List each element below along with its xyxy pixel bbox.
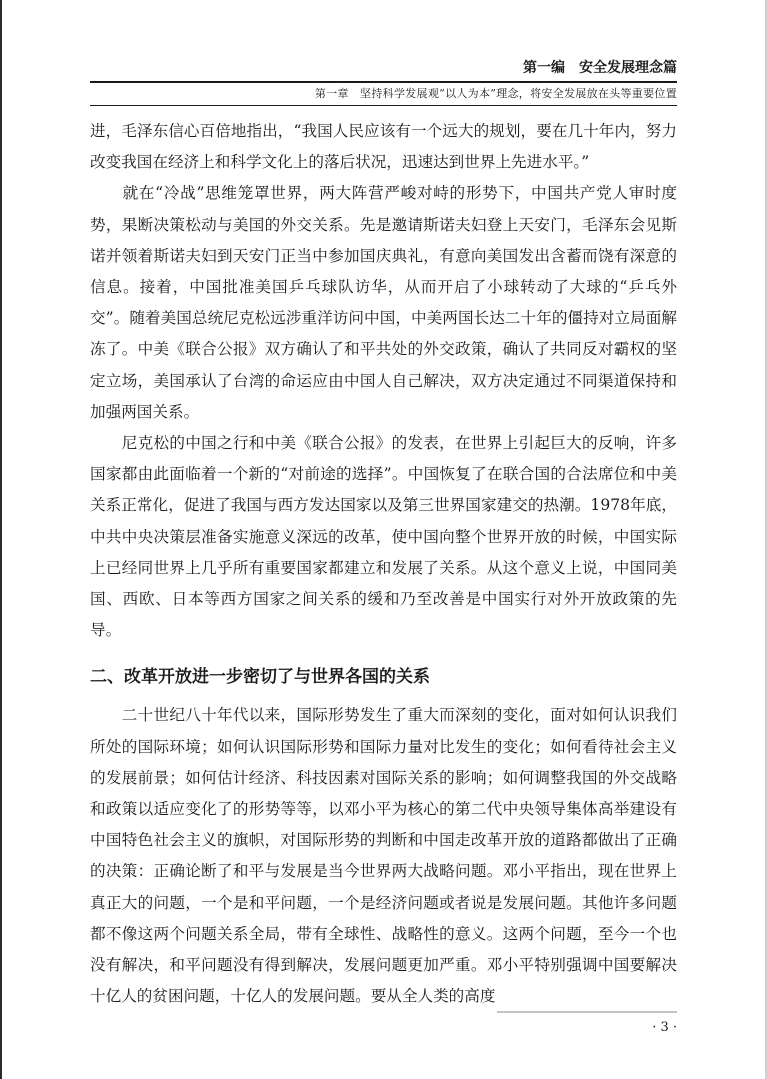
footer-rule bbox=[497, 1011, 677, 1013]
page-number: · 3 · bbox=[652, 1020, 677, 1035]
paragraph-3: 尼克松的中国之行和中美《联合公报》的发表，在世界上引起巨大的反响，许多国家都由此面临着一个新的“对前途的选择”。中国恢复了在联合国的合法席位和中美关系正常化，促进了我国与西方发达国家以及第三世界国家建交的热潮。1978年底，中共中央决策层准备实施意义深远的改革，使中国向整个世界开放的时候，中国实际上已经同世界上几乎所有重要国家都建立和发展了关系。从这个意义上说，中国同美国、西欧、日本等西方国家之间关系的缓和乃至改善是中国实行对外开放政策的先导。 bbox=[90, 434, 677, 640]
part-title: 第一编 安全发展理念篇 bbox=[523, 60, 677, 76]
page-body bbox=[90, 116, 677, 1012]
paragraph-2: 就在“冷战”思维笼罩世界，两大阵营严峻对峙的形势下，中国共产党人审时度势，果断决策松动与美国的外交关系。先是邀请斯诺夫妇登上天安门，毛泽东会见斯诺并领着斯诺夫妇到天安门正当中参加国庆典礼，有意向美国发出含蓄而饶有深意的信息。接着，中国批准美国乒乓球队访华，从而开启了小球转动了大球的“乒乓外交”。随着美国总统尼克松远涉重洋访问中国，中美两国长达二十年的僵持对立局面解冻了。中美《联合公报》双方确认了和平共处的外交政策，确认了共同反对霸权的坚定立场，美国承认了台湾的命运应由中国人自己解决，双方决定通过不同渠道保持和加强两国关系。 bbox=[90, 184, 677, 421]
page-left-edge bbox=[0, 0, 2, 1079]
header-rule-thin bbox=[90, 105, 677, 106]
section-heading: 二、改革开放进一步密切了与世界各国的关系 bbox=[90, 667, 430, 688]
paragraph-1: 进，毛泽东信心百倍地指出，“我国人民应该有一个远大的规划，要在几十年内，努力改变我国在经济上和科学文化上的落后状况，迅速达到世界上先进水平。” bbox=[90, 122, 677, 172]
header-rule-thick bbox=[90, 81, 677, 83]
running-header bbox=[90, 58, 677, 106]
section-paragraph-1: 二十世纪八十年代以来，国际形势发生了重大而深刻的变化，面对如何认识我们所处的国际环境；如何认识国际形势和国际力量对比发生的变化；如何看待社会主义的发展前景；如何估计经济、科技因素对国际关系的影响；如何调整我国的外交战略和政策以适应变化了的形势等等，以邓小平为核心的第二代中央领导集体高举建设有中国特色社会主义的旗帜，对国际形势的判断和中国走改革开放的道路都做出了正确的决策：正确论断了和平与发展是当今世界两大战略问题。邓小平指出，现在世界上真正大的问题，一个是和平问题，一个是经济问题或者说是发展问题。其他许多问题都不像这两个问题关系全局，带有全球性、战略性的意义。这两个问题，至今一个也没有解决，和平问题没有得到解决，发展问题更加严重。邓小平特别强调中国要解决十亿人的贫困问题，十亿人的发展问题。要从全人类的高度 bbox=[90, 706, 677, 1006]
chapter-title: 第一章 坚持科学发展观“以人为本”理念，将安全发展放在头等重要位置 bbox=[314, 87, 677, 100]
